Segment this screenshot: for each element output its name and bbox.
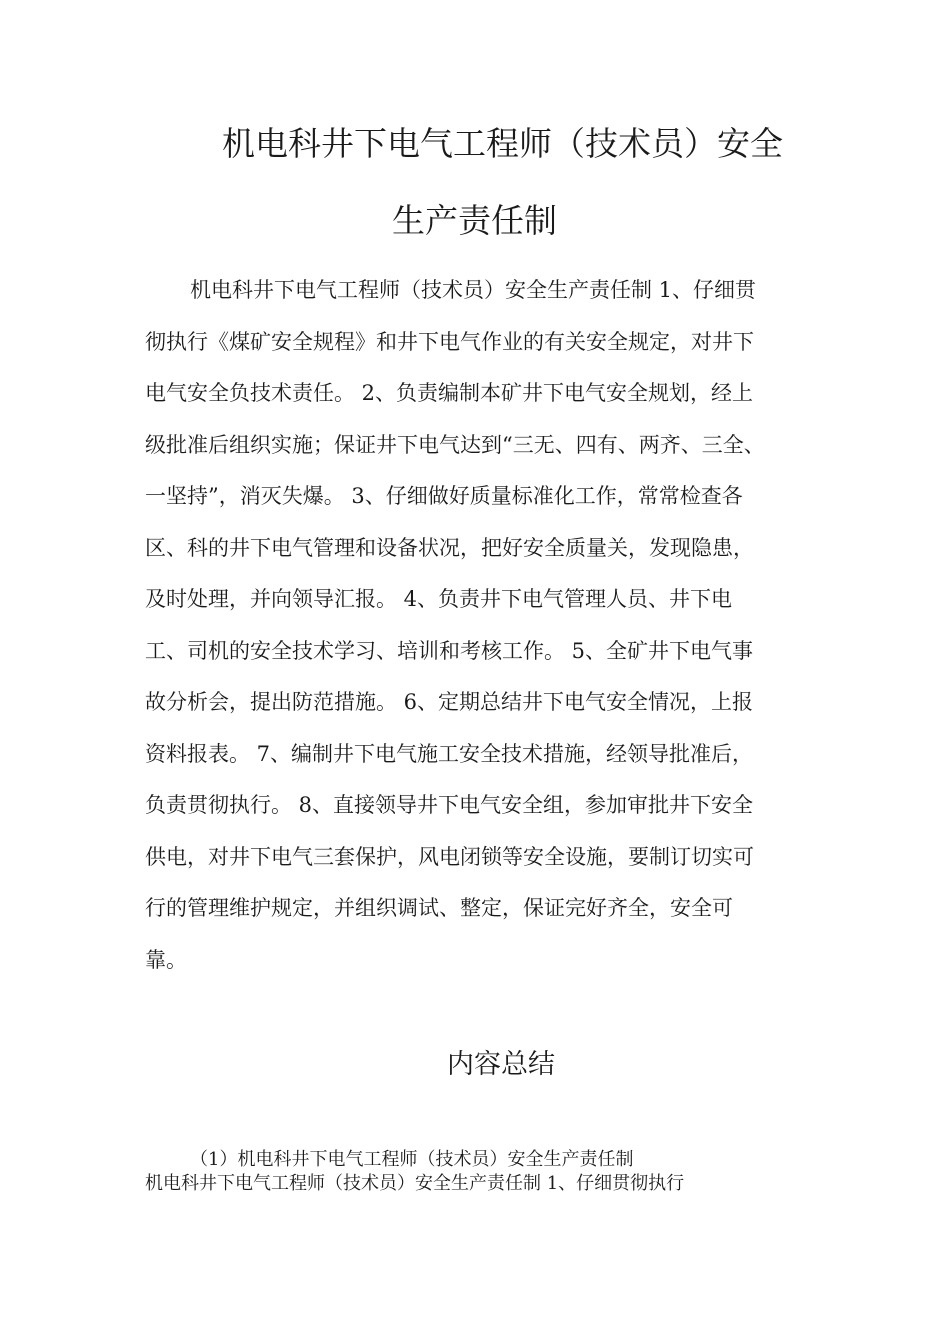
summary-heading: 内容总结 (447, 1049, 555, 1080)
document-title-line-1: 机电科井下电气工程师（技术员）安全 (222, 124, 783, 163)
body-line: 靠。 (145, 948, 187, 972)
body-line: 彻执行《煤矿安全规程》和井下电气作业的有关安全规定，对井下 (145, 330, 754, 354)
body-line: 级批准后组织实施；保证井下电气达到“三无、四有、两齐、三全、 (145, 433, 765, 457)
body-line: 机电科井下电气工程师（技术员）安全生产责任制 1、仔细贯 (190, 278, 757, 302)
body-line: 行的管理维护规定，并组织调试、整定，保证完好齐全，安全可 (145, 896, 733, 920)
body-line: 工、司机的安全技术学习、培训和考核工作。 5、全矿井下电气事 (145, 639, 754, 663)
body-line: 故分析会，提出防范措施。 6、定期总结井下电气安全情况，上报 (145, 690, 754, 714)
summary-line: 机电科井下电气工程师（技术员）安全生产责任制 1、仔细贯彻执行 (145, 1173, 685, 1194)
body-line: 供电，对井下电气三套保护，风电闭锁等安全设施，要制订切实可 (145, 845, 754, 869)
body-line: 电气安全负技术责任。 2、负责编制本矿井下电气安全规划，经上 (145, 381, 754, 405)
document-title-line-2: 生产责任制 (392, 201, 557, 240)
body-line: 及时处理，并向领导汇报。 4、负责井下电气管理人员、井下电 (145, 587, 733, 611)
summary-line: （1）机电科井下电气工程师（技术员）安全生产责任制 (190, 1149, 634, 1170)
body-line: 一坚持”，消灭失爆。 3、仔细做好质量标准化工作，常常检查各 (145, 484, 743, 508)
body-line: 负责贯彻执行。 8、直接领导井下电气安全组，参加审批井下安全 (145, 793, 754, 817)
body-line: 区、科的井下电气管理和设备状况，把好安全质量关，发现隐患， (145, 536, 754, 560)
body-line: 资料报表。 7、编制井下电气施工安全技术措施，经领导批准后， (145, 742, 754, 766)
